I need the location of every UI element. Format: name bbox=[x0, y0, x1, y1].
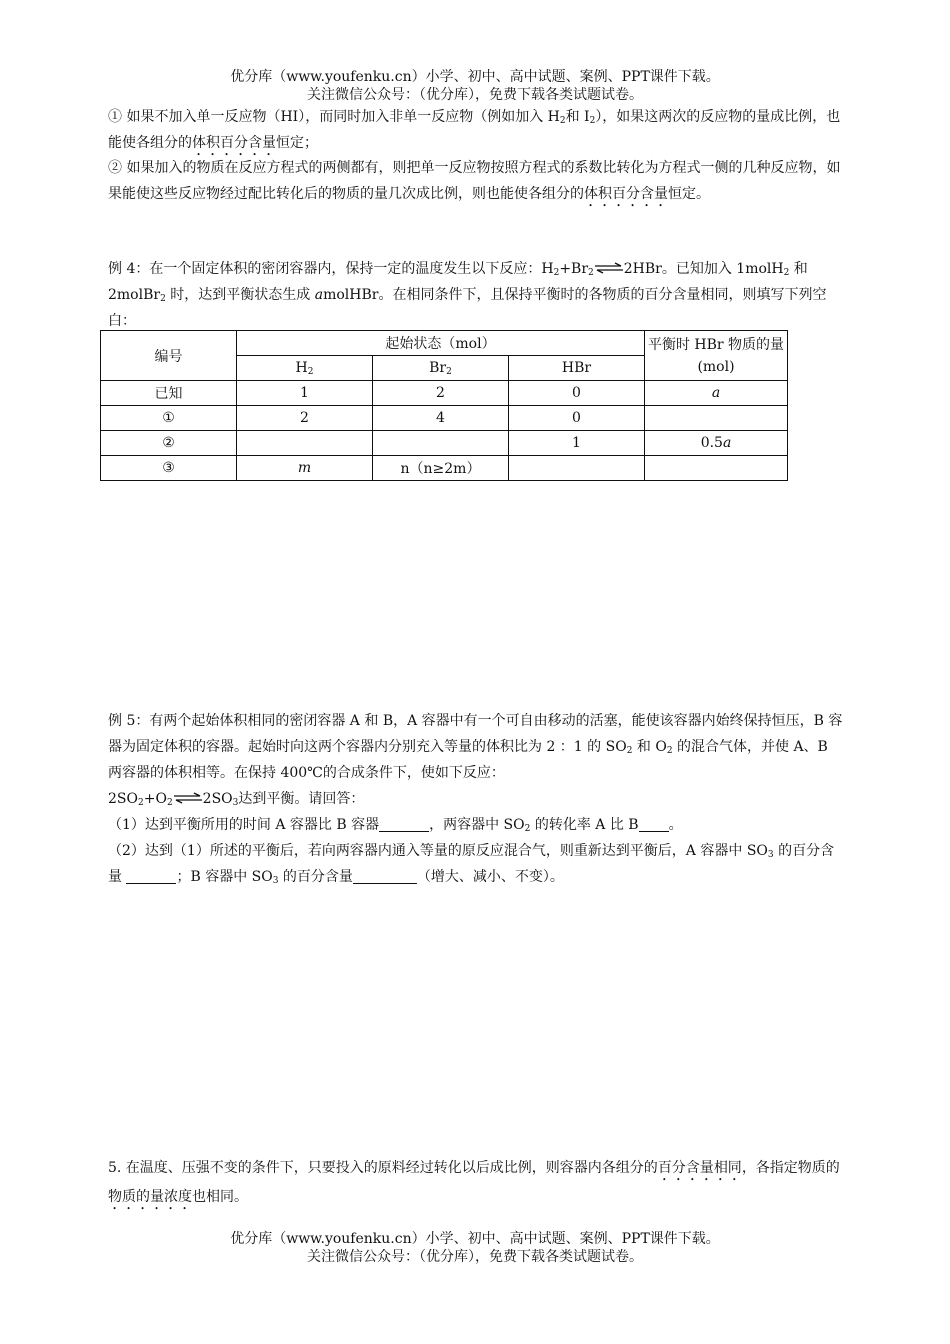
footer-line-1: 优分库（www.youfenku.cn）小学、初中、高中试题、案例、PPT课件下载。 bbox=[230, 1231, 720, 1247]
answer-blank[interactable] bbox=[353, 869, 417, 884]
example-4-table bbox=[100, 330, 788, 481]
table-header-id: 编号 bbox=[101, 331, 237, 381]
answer-blank[interactable] bbox=[126, 869, 176, 884]
table-row: ③ m n（n≥2m） bbox=[101, 456, 788, 481]
equilibrium-arrow-icon bbox=[173, 792, 203, 804]
point-5: 5. 在温度、压强不变的条件下，只要投入的原料经过转化以后成比例，则容器内各组分的百分含量相同，各指定物质的物质的量浓度也相同。 bbox=[108, 1160, 840, 1205]
header-line-1: 优分库（www.youfenku.cn）小学、初中、高中试题、案例、PPT课件下载。 bbox=[230, 69, 720, 85]
table-header-br2: $Br_2$ bbox=[373, 356, 509, 381]
dotted-emphasis: 体积百分含量 bbox=[584, 186, 668, 202]
answer-blank[interactable] bbox=[639, 817, 669, 832]
table-header-eq: 平衡时 HBr 物质的量(mol) bbox=[645, 331, 788, 381]
table-row: ① 2 4 0 bbox=[101, 406, 788, 431]
page-footer bbox=[0, 1230, 950, 1266]
header-line-2: 关注微信公众号：（优分库），免费下载各类试题试卷。 bbox=[307, 87, 643, 103]
table-header-hbr: HBr bbox=[509, 356, 645, 381]
table-row: 已知 1 2 0 a bbox=[101, 381, 788, 406]
example-5-intro: 例 5：有两个起始体积相同的密闭容器 A 和 B，A 容器中有一个可自由移动的活塞，能使该容器内始终保持恒压，B 容器为固定体积的容器。起始时向这两个容器内分别充入等量的体积比为 2 ：1 的 $SO_2$ 和 $O_2$ 的混合气体，并使 A、B 两容器的体积相等。在保持 400℃的合成条件下，使如下反应： $2SO_2+O_2$ $2SO_3$达到平衡。请回答： （1）达到平衡所用的时间 A 容器比 B 容器 ，两容器中 $SO_2$ 的转化率 A 比 B 。 （2）达到（1）所述的平衡后，若向两容器内通入等量的原反应混合气，则重新达到平衡后，A 容器中 $SO_3$ 的百分含量 ；B 容器中 $SO_3$ 的百分含量 （增大、减小、不变）。 bbox=[108, 713, 843, 886]
table-header-start: 起始状态（mol） bbox=[237, 331, 645, 356]
intro-item-2: ② 如果加入的物质在反应方程式的两侧都有，则把单一反应物按照方程式的系数比转化为方程式一侧的几种反应物，如果能使这些反应物经过配比转化后的物质的量几次成比例，则也能使各组分的体积百分含量恒定。 bbox=[108, 160, 841, 202]
table-header-h2: $H_2$ bbox=[237, 356, 373, 381]
footer-line-2: 关注微信公众号：（优分库），免费下载各类试题试卷。 bbox=[307, 1249, 643, 1265]
intro-item-1: ① 如果不加入单一反应物（HI），而同时加入非单一反应物（例如加入 $H_2$和 $I_2$），如果这两次的反应物的量成比例，也能使各组分的体积百分含量恒定； bbox=[108, 109, 841, 151]
example-4-intro: 例 4：在一个固定体积的密闭容器内，保持一定的温度发生以下反应：$H_2+Br_2$ 2HBr。已知加入 1molH$_2$ 和 2molBr$_2$ 时，达到平衡状态生成 amolHBr。在相同条件下，且保持平衡时的各物质的百分含量相同，则填写下列空白： bbox=[108, 261, 827, 329]
dotted-emphasis: 体积百分含量 bbox=[192, 135, 276, 151]
page-header bbox=[0, 68, 950, 104]
answer-blank[interactable] bbox=[379, 817, 429, 832]
equilibrium-arrow-icon bbox=[594, 262, 624, 274]
table-row: ② 1 0.5a bbox=[101, 431, 788, 456]
